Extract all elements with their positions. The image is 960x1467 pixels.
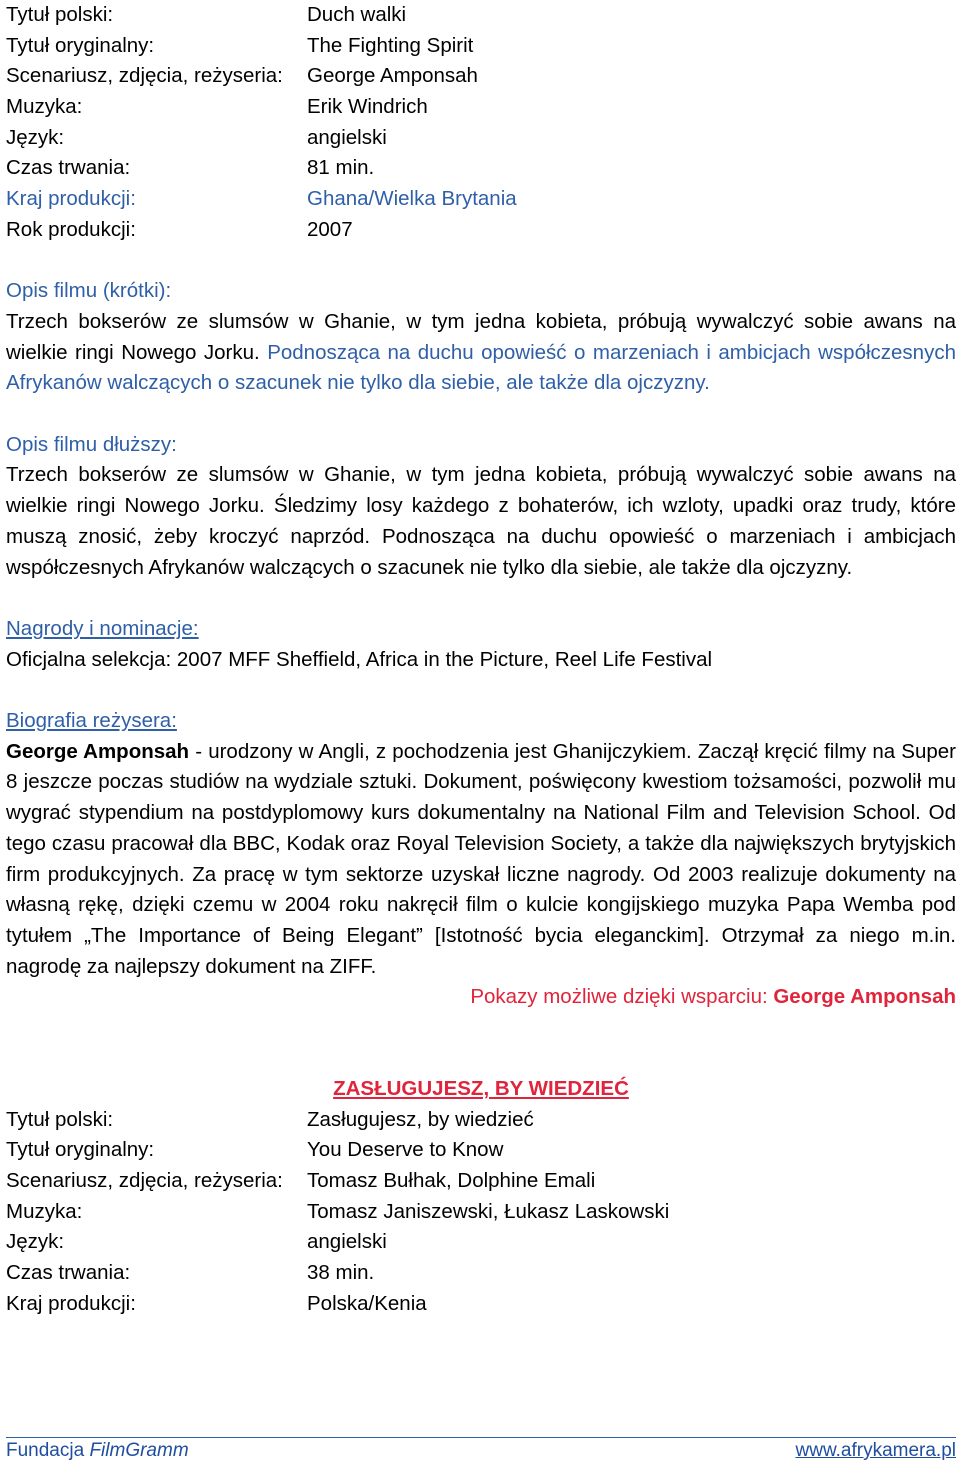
footer-website-link[interactable]: www.afrykamera.pl bbox=[795, 1440, 956, 1461]
meta-row bbox=[6, 215, 956, 246]
meta-value: angielski bbox=[307, 1230, 387, 1254]
page-footer bbox=[6, 1437, 956, 1464]
film1-metadata bbox=[6, 0, 956, 246]
meta-value: George Amponsah bbox=[307, 64, 478, 88]
meta-label: Czas trwania: bbox=[6, 156, 131, 180]
meta-label: Rok produkcji: bbox=[6, 217, 136, 241]
short-description-part2: Podnosząca na duchu opowieść o marzeniach i ambicjach współczesnych Afrykanów walczących o szacunek nie tylko dla siebie, ale także dla ojczyzny. bbox=[6, 340, 956, 395]
meta-value: Tomasz Janiszewski, Łukasz Laskowski bbox=[307, 1199, 670, 1223]
meta-label: Tytuł polski: bbox=[6, 1107, 114, 1131]
meta-value: 38 min. bbox=[307, 1261, 375, 1285]
meta-row bbox=[6, 1105, 956, 1136]
bio-name: George Amponsah bbox=[6, 739, 190, 763]
bio-text bbox=[6, 737, 956, 983]
short-description-heading: Opis filmu (krótki): bbox=[6, 279, 172, 303]
meta-label: Muzyka: bbox=[6, 1199, 83, 1223]
footer-organization bbox=[6, 1440, 189, 1462]
meta-row bbox=[6, 1197, 956, 1228]
meta-value: angielski bbox=[307, 125, 387, 149]
meta-label: Tytuł oryginalny: bbox=[6, 1138, 155, 1162]
meta-row bbox=[6, 1289, 956, 1320]
meta-row bbox=[6, 0, 956, 31]
meta-value: Zasługujesz, by wiedzieć bbox=[307, 1107, 534, 1131]
meta-value: You Deserve to Know bbox=[307, 1138, 504, 1162]
meta-value: Erik Windrich bbox=[307, 95, 428, 119]
meta-value: Polska/Kenia bbox=[307, 1291, 427, 1315]
short-description-part1: Trzech bokserów ze slumsów w Ghanie, w tym jedna kobieta, próbują wywalczyć sobie awans na wielkie ringi Nowego Jorku. bbox=[6, 309, 956, 364]
document-page bbox=[6, 0, 956, 1320]
meta-row bbox=[6, 1258, 956, 1289]
meta-row bbox=[6, 1166, 956, 1197]
meta-label: Język: bbox=[6, 1230, 65, 1254]
meta-row bbox=[6, 92, 956, 123]
long-description: Trzech bokserów ze slumsów w Ghanie, w tym jedna kobieta, próbują wywalczyć sobie awans na wielkie ringi Nowego Jorku. Śledzimy losy każdego z bohaterów, ich wzloty, upadki oraz trudy, które muszą znosić, żeby kroczyć naprzód. Podnosząca na duchu opowieść o marzeniach i ambicjach współczesnych Afrykanów walczących o szacunek nie tylko dla siebie, ale także dla ojczyzny. bbox=[6, 463, 956, 579]
support-name: George Amponsah bbox=[773, 985, 956, 1009]
meta-row bbox=[6, 123, 956, 154]
meta-row bbox=[6, 61, 956, 92]
meta-label: Muzyka: bbox=[6, 95, 83, 119]
meta-row bbox=[6, 184, 956, 215]
meta-label: Tytuł oryginalny: bbox=[6, 33, 155, 57]
meta-row bbox=[6, 1227, 956, 1258]
footer-org-name: FilmGramm bbox=[89, 1440, 189, 1461]
awards-heading: Nagrody i nominacje: bbox=[6, 616, 199, 640]
film2-metadata bbox=[6, 1105, 956, 1320]
bio-heading: Biografia reżysera: bbox=[6, 708, 177, 732]
meta-label: Czas trwania: bbox=[6, 1261, 131, 1285]
meta-value: Tomasz Bułhak, Dolphine Emali bbox=[307, 1169, 596, 1193]
meta-label: Kraj produkcji: bbox=[6, 1291, 136, 1315]
meta-value: Ghana/Wielka Brytania bbox=[307, 187, 517, 211]
meta-label: Kraj produkcji: bbox=[6, 187, 136, 211]
short-description bbox=[6, 307, 956, 399]
support-line bbox=[6, 982, 956, 1013]
meta-label: Scenariusz, zdjęcia, reżyseria: bbox=[6, 1169, 283, 1193]
meta-value: 2007 bbox=[307, 217, 353, 241]
meta-row bbox=[6, 1135, 956, 1166]
support-label: Pokazy możliwe dzięki wsparciu: bbox=[470, 985, 774, 1009]
meta-row bbox=[6, 31, 956, 62]
long-description-heading: Opis filmu dłuższy: bbox=[6, 432, 177, 456]
bio-body: - urodzony w Angli, z pochodzenia jest Ghanijczykiem. Zaczął kręcić filmy na Super 8 jeszcze poczas studiów na wydziale sztuki. Dokument, poświęcony kwestiom tożsamości, pozwolił mu wygrać stypendium na postdyplomowy kurs dokumentalny na National Film and Television School. Od tego czasu pracował dla BBC, Kodak oraz Royal Television Society, a także dla największych brytyjskich firm produkcyjnych. Za pracę w tym sektorze uzyskał liczne nagrody. Od 2003 realizuje dokumenty na własną rękę, dzięki czemu w 2004 roku nakręcił film o kulcie kongijskiego muzyka Papa Wemba pod tytułem „The Importance of Being Elegant” [Istotność bycia eleganckim]. Otrzymał za niego m.in. nagrodę za najlepszy dokument na ZIFF. bbox=[6, 739, 956, 978]
meta-label: Scenariusz, zdjęcia, reżyseria: bbox=[6, 64, 283, 88]
meta-label: Język: bbox=[6, 125, 65, 149]
meta-value: Duch walki bbox=[307, 3, 407, 26]
meta-label: Tytuł polski: bbox=[6, 3, 114, 26]
footer-org-prefix: Fundacja bbox=[6, 1440, 90, 1461]
meta-value: The Fighting Spirit bbox=[307, 33, 474, 57]
meta-row bbox=[6, 153, 956, 184]
film2-title: ZASŁUGUJESZ, BY WIEDZIEĆ bbox=[333, 1077, 629, 1101]
awards-text: Oficjalna selekcja: 2007 MFF Sheffield, Africa in the Picture, Reel Life Festival bbox=[6, 647, 713, 671]
meta-value: 81 min. bbox=[307, 156, 375, 180]
